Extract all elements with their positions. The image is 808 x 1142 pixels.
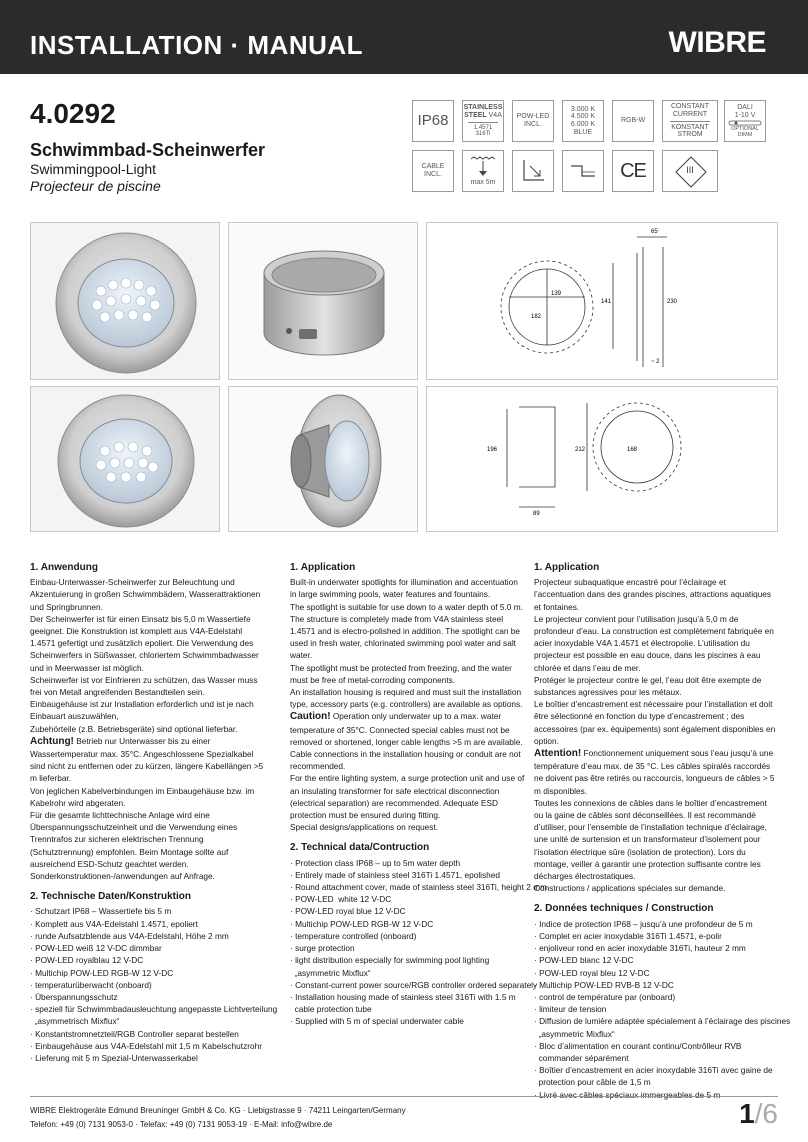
water-depth-icon [468, 155, 498, 179]
spec-list-item: · enjoliveur rond en acier inoxydable 316Ti, hauteur 2 mm [534, 943, 746, 954]
kelvin-3: 6.000 K [570, 121, 596, 128]
spec-list-item: · Constant-current power source/RGB controller ordered separately [290, 979, 538, 990]
de-warning-paragraph [30, 735, 266, 785]
spec-list-item: · Boîtier d’encastrement en acier inoxydable 316Ti avec gaine de [534, 1065, 773, 1076]
spec-list-item: „asymmetric Mixflux“ [290, 967, 371, 978]
en-paragraph-6: Cable connections in the installation housing or conduit are not recommended. [290, 749, 521, 772]
steel-label-1: STAINLESS [463, 104, 503, 112]
powled-label-1: POW-LED [516, 113, 550, 121]
dim-141: 141 [601, 299, 612, 305]
en-warning-label: Caution! [290, 711, 331, 723]
steel-divider [468, 122, 498, 123]
steel-code-1: 1.4571 [473, 124, 493, 131]
spec-list-item: · Diffusion de lumière adaptée spécialement à l’éclairage des piscines [534, 1016, 791, 1027]
flush-mount-badge [562, 150, 604, 192]
cable-label-2: INCL. [424, 171, 442, 178]
spec-list-item: · Installation housing made of stainless steel 316Ti with 1.5 m [290, 991, 516, 1002]
constant-current-badge [662, 100, 718, 142]
de-paragraph-5: Zubehörteile (z.B. Betriebsgeräte) sind optional lieferbar. [30, 723, 238, 734]
spec-list-item: · Indice de protection IP68 – jusqu’à une profondeur de 5 m [534, 918, 753, 929]
product-name-de: Schwimmbad-Scheinwerfer [30, 140, 266, 160]
dali-label-4: DIMM [737, 131, 753, 138]
de-paragraph-9: Sonderkonstruktionen-/anwendungen auf Anfrage. [30, 871, 215, 882]
dim-182: 182 [531, 314, 542, 320]
fr-warning-text: Fonctionnement uniquement sous l’eau jusqu’à une température d’eau max. de 35 °C. Les câbles spiralés raccordés ne doivent pas être retirés ou raccourcis, longueurs de câbles > 5 m disponibles. [534, 748, 775, 796]
spec-list-item: · Complet en acier inoxydable 316Ti 1.4571, e-polir [534, 930, 722, 941]
footer-divider [30, 1096, 778, 1097]
const-label-1: CONSTANT [671, 103, 709, 111]
document-title: INSTALLATION · MANUAL [30, 30, 364, 60]
de-heading-technical: 2. Technische Daten/Konstruktion [30, 891, 191, 903]
ip68-badge [412, 100, 454, 142]
column-french [534, 562, 791, 1101]
spec-list-item: · POW-LED blanc 12 V-DC [534, 955, 634, 966]
color-temperature-badge [562, 100, 604, 142]
spec-list-item: · Multichip POW-LED RGB-W 12 V-DC [30, 967, 174, 978]
photo-front-view [30, 222, 220, 380]
de-paragraph-3: Scheinwerfer ist vor Einfrieren zu schützen, das Wasser muss frei von Metall angreifenden Bestandteilen sein. [30, 674, 258, 698]
en-paragraph-8: Special designs/applications on request. [290, 822, 439, 833]
photo-housing [228, 222, 418, 380]
dim-212: 212 [575, 447, 586, 453]
en-warning-text: Operation only underwater up to a max. water temperature of 35°C. Connected special cables must not be removed or shortened, longer cable lengths >5 m are available. [290, 711, 523, 747]
spec-list-item: „asymmetrisch Mixflux“ [30, 1016, 120, 1027]
spec-list-item: „asymmetric Mixflux“ [534, 1028, 615, 1039]
spec-list-item: · Entirely made of stainless steel 316Ti 1.4571, epolished [290, 869, 500, 880]
fr-warning-paragraph [534, 747, 778, 797]
en-spec-list [290, 857, 548, 1028]
dali-label-3: OPTIONAL [731, 125, 759, 132]
const-label-3: KONSTANT [671, 123, 709, 131]
footer-contact: Telefon: +49 (0) 7131 9053-0 · Telefax: +49 (0) 7131 9053-19 · E-Mail: info@wibre.de [30, 1120, 333, 1129]
spec-list-item: · POW-LED royal blue 12 V-DC [290, 906, 406, 917]
dim-168: 168 [627, 447, 638, 453]
product-name-en: Swimmingpool-Light [30, 161, 157, 177]
spec-list-item: · Einbaugehäuse aus V4A-Edelstahl mit 1,5 m Kabelschutzrohr [30, 1040, 262, 1051]
de-heading-application: 1. Anwendung [30, 562, 98, 573]
en-heading-technical: 2. Technical data/Contruction [290, 842, 430, 854]
steel-v4a: V4A [488, 111, 502, 119]
technical-drawing-top [426, 222, 778, 380]
spec-list-item: · Round attachment cover, made of stainless steel 316Ti, height 2 mm [290, 882, 548, 893]
depth-label: max 5m [470, 179, 496, 187]
spec-list-item: · Supplied with 5 m of special underwater cable [290, 1016, 464, 1027]
spec-list-item: · limiteur de tension [534, 1004, 607, 1015]
spec-list-item: · surge protection [290, 943, 355, 954]
fr-warning-label: Attention! [534, 748, 582, 760]
powled-label-2: INCL. [524, 121, 542, 128]
dim-139: 139 [551, 291, 562, 297]
de-paragraph-1: Einbau-Unterwasser-Scheinwerfer zur Beleuchtung und Akzentuierung in großen Schwimmbädern, Wasserattraktionen und Springbrunnen. [30, 577, 261, 612]
brand-logo: WIBRE [668, 26, 766, 59]
dim-65: 65 [651, 229, 658, 235]
cable-included-badge [412, 150, 454, 192]
fr-spec-list [534, 918, 791, 1101]
spec-list-item: · temperature controlled (onboard) [290, 930, 417, 941]
rgbw-label: RGB-W [620, 117, 646, 125]
const-label-4: STROM [677, 131, 703, 139]
flush-mount-icon [568, 160, 598, 182]
page-total: /6 [754, 1098, 778, 1129]
en-paragraph-7: For the entire lighting system, a surge protection unit and use of an insulating transformer for safe electrical disconnection (electrical separation) are recommended. Adequate ESD protection must be ensured during fitting. [290, 773, 525, 821]
kelvin-2: 4.500 K [570, 113, 596, 121]
spec-list-item: · Lieferung mit 5 m Spezial-Unterwasserkabel [30, 1052, 198, 1063]
en-warning-paragraph [290, 710, 526, 748]
en-paragraph-1: Built-in underwater spotlights for illumination and accentuation in large swimming pools, water features and fountains. [290, 577, 518, 600]
spec-list-item: · Komplett aus V4A-Edelstahl 1.4571, epoliert [30, 918, 198, 929]
dali-badge [724, 100, 766, 142]
fr-paragraph-2: Le projecteur convient pour l’utilisation jusqu’à 5,0 m de profondeur d’eau. La construction est complètement fabriquée en acier inoxydable V4A 1.4571 et électropolie. L’utilisation du projecteur est possible en eau douce, dans les piscines à eau chlorée et dans l’eau de mer. [534, 613, 774, 673]
fr-paragraph-4: Le boîtier d’encastrement est nécessaire pour l’installation et doit être sélectionné en fonction du type d’encastrement ; des accessoires (par ex. équipements) sont également disponibles en option. [534, 699, 776, 746]
kelvin-1: 3.000 K [570, 105, 596, 113]
steel-code-2: 316Ti [475, 131, 491, 138]
spec-list-item: commander séparément [534, 1052, 629, 1063]
en-paragraph-4: An installation housing is required and must suit the installation type, accessory parts (e.g. controllers) are available as options. [290, 687, 523, 710]
technical-drawing-bottom [426, 386, 778, 532]
spec-list-item: · Schutzart IP68 – Wassertiefe bis 5 m [30, 906, 172, 917]
en-paragraph-2: The spotlight is suitable for use down to a water depth of 5.0 m. The structure is completely made from V4A stainless steel 1.4571 and is electro-polished in addition. The spotlight can be used in fresh water, chlorinated swimming pool water and salt water. [290, 601, 523, 661]
spotlight-angled-image [31, 387, 220, 532]
dim-2: ~ 2 [651, 359, 660, 365]
spec-list-item: · Überspannungsschutz [30, 991, 118, 1002]
const-label-2: CURRENT [672, 110, 708, 118]
de-warning-text: Betrieb nur Unterwasser bis zu einer Wassertemperatur max. 35°C. Angeschlossene Spezialkabel sind nicht zu entfernen oder zu kürzen, längere Kabellängen >5 m lieferbar. [30, 735, 264, 784]
dimension-drawing-front [427, 223, 779, 381]
installation-housing-image [229, 223, 418, 380]
fr-paragraph-6: Toutes les connexions de câbles dans le boîtier d’encastrement ou la gaine de câbles sont déconseillées. Il est recommandé d’utiliser, pour l’ensemble de l’installation technique d’éclairage, une unité de surtension et un transformateur d’isolement pour l’isolation électrique sûre (isolation de protection). Lors du montage, veiller à garantir une protection suffisante contre les décharges électrostatiques. [534, 797, 767, 882]
dali-label-1: DALI [737, 104, 753, 112]
kelvin-4: BLUE [573, 128, 593, 136]
column-german [30, 562, 278, 1064]
fr-paragraph-3: Protéger le projecteur contre le gel, l’eau doit être exempte de substances agressives pour les métaux. [534, 674, 762, 698]
steel-label-2: STEEL [464, 111, 487, 119]
photo-side-view [228, 386, 418, 532]
spec-list-item: · POW-LED weiß 12 V-DC dimmbar [30, 943, 162, 954]
spec-list-item: protection pour câble de 1,5 m [534, 1077, 651, 1088]
spec-list-item: · speziell für Schwimmbadausleuchtung angepasste Lichtverteilung [30, 1004, 278, 1015]
en-paragraph-3: The spotlight must be protected from freezing, and the water must be free of metal-corroding components. [290, 662, 512, 685]
spec-list-item: · Multichip POW-LED RGB-W 12 V-DC [290, 918, 434, 929]
spec-list-item: · POW-LED royalblau 12 V-DC [30, 955, 144, 966]
spec-list-item: · runde Aufsatzblende aus V4A-Edelstahl, Höhe 2 mm [30, 930, 229, 941]
page-current: 1 [739, 1098, 755, 1129]
spec-list-item: · temperaturüberwacht (onboard) [30, 979, 152, 990]
header-bar [0, 0, 808, 74]
product-number: 4.0292 [30, 98, 116, 129]
const-divider [670, 121, 710, 122]
water-depth-badge [462, 150, 504, 192]
powled-badge [512, 100, 554, 142]
dimension-drawing-housing [427, 387, 779, 533]
spec-list-item: · Bloc d’alimentation en courant continu/Contrôlleur RVB [534, 1040, 742, 1051]
dim-196: 196 [487, 447, 498, 453]
ce-mark-badge [612, 150, 654, 192]
mounting-angle-badge [512, 150, 554, 192]
ce-mark: CE [620, 160, 646, 182]
de-paragraph-2: Der Scheinwerfer ist für einen Einsatz bis 5,0 m Wassertiefe geeignet. Die Konstruktion ist komplett aus V4A-Edelstahl 1.4571 gefertigt und zusätzlich epoliert. Die Verwendung des Scheinwerfers in Süßwasser, chloriertem Schwimmbadwasser und in Meerwasser ist möglich. [30, 613, 259, 673]
de-paragraph-4: Einbaugehäuse ist zur Installation erforderlich und ist je nach Einbauart auszuwählen, [30, 699, 254, 722]
spec-list-item: · Multichip POW-LED RVB-B 12 V-DC [534, 979, 674, 990]
de-warning-label: Achtung! [30, 735, 74, 747]
footer-address: WIBRE Elektrogeräte Edmund Breuninger GmbH & Co. KG · Liebigstrasse 9 · 74211 Leingarten/Germany [30, 1106, 406, 1115]
ip68-label: IP68 [417, 111, 449, 129]
dim-230: 230 [667, 299, 678, 305]
spec-list-item: · POW-LED royal bleu 12 V-DC [534, 967, 650, 978]
de-paragraph-7: Von jeglichen Kabelverbindungen im Einbaugehäuse bzw. im Kabelrohr wird abgeraten. [30, 785, 255, 808]
page-number [739, 1098, 778, 1130]
spec-list-item: · POW-LED white 12 V-DC [290, 894, 392, 905]
recessed-mount-icon [518, 156, 548, 186]
fr-paragraph-7: Constructions / applications spéciales sur demande. [534, 883, 726, 894]
de-spec-list [30, 905, 278, 1064]
spotlight-side-image [229, 387, 418, 532]
product-name-fr: Projecteur de piscine [30, 178, 161, 194]
spec-list-item: · control de température par (onboard) [534, 991, 676, 1002]
fr-paragraph-1: Projecteur subaquatique encastré pour l’éclairage et l’accentuation dans des grandes piscines, attractions aquatiques et fontaines. [534, 577, 772, 612]
protection-class-badge [662, 150, 718, 192]
fr-heading-application: 1. Application [534, 562, 600, 573]
spec-list-item: · Protection class IP68 – up to 5m water depth [290, 857, 461, 868]
stainless-steel-badge [462, 100, 504, 142]
cable-label-1: CABLE [421, 163, 445, 171]
protection-class-label: III [686, 165, 694, 176]
spotlight-front-image [31, 223, 220, 380]
spec-list-item: · Livré avec câbles spéciaux immergeables de 5 m [534, 1089, 721, 1100]
de-paragraph-8: Für die gesamte lichttechnische Anlage wird eine Überspannungsschutzeinheit und die Verwendung eines Trenntrafos zur sicheren elektrischen Trennung (Schutztrennung) empfohlen. Beim Montage sollte auf ausreichend ESD-Schutz geachtet werden. [30, 810, 238, 869]
spec-list-item: · Konstantstromnetzteil/RGB Controller separat bestellen [30, 1028, 239, 1039]
photo-front-angled [30, 386, 220, 532]
spec-list-item: cable protection tube [290, 1004, 372, 1015]
dali-label-2: 1-10 V [734, 111, 756, 119]
spec-list-item: · light distribution especially for swimming pool lighting [290, 955, 490, 966]
column-english [290, 562, 548, 1028]
dim-89: 89 [533, 511, 540, 517]
fr-heading-technical: 2. Données techniques / Construction [534, 903, 714, 915]
rgbw-badge [612, 100, 654, 142]
en-heading-application: 1. Application [290, 562, 356, 573]
